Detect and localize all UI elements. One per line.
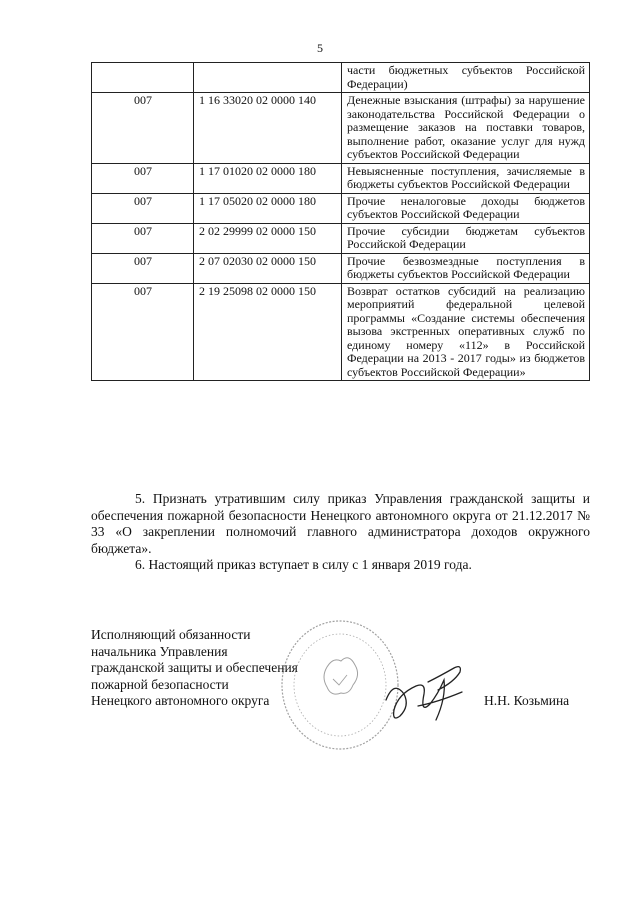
- budget-code-cell: 2 07 02030 02 0000 150: [194, 253, 342, 283]
- admin-code-cell: 007: [92, 163, 194, 193]
- table-row: [92, 223, 590, 253]
- signer-name: Н.Н. Козьмина: [484, 693, 570, 708]
- signer-line: гражданской защиты и обеспечения: [91, 660, 298, 675]
- admin-code-cell: 007: [92, 93, 194, 164]
- admin-code-cell: 007: [92, 223, 194, 253]
- signer-line: Исполняющий обязанности: [91, 627, 251, 642]
- budget-code-cell: 2 19 25098 02 0000 150: [194, 283, 342, 381]
- table-row: [92, 253, 590, 283]
- signer-line: начальника Управления: [91, 643, 228, 659]
- revenue-name-cell: части бюджетных субъектов Российской Федерации): [342, 63, 590, 93]
- revenue-name-cell: Невыясненные поступления, зачисляемые в бюджеты субъектов Российской Федерации: [342, 163, 590, 193]
- revenue-name-cell: Прочие субсидии бюджетам субъектов Российской Федерации: [342, 223, 590, 253]
- signer-title-block: [91, 627, 298, 710]
- page-number: 5: [317, 41, 323, 55]
- admin-code-cell: 007: [92, 253, 194, 283]
- revenue-name-cell: Прочие безвозмездные поступления в бюджеты субъектов Российской Федерации: [342, 253, 590, 283]
- table-row: [92, 283, 590, 381]
- budget-code-cell: [194, 63, 342, 93]
- paragraph-6: 6. Настоящий приказ вступает в силу с 1 января 2019 года.: [135, 557, 472, 572]
- table-row: [92, 193, 590, 223]
- budget-code-cell: 1 16 33020 02 0000 140: [194, 93, 342, 164]
- handwritten-signature: [378, 652, 478, 732]
- budget-code-cell: 1 17 05020 02 0000 180: [194, 193, 342, 223]
- table-row: [92, 63, 590, 93]
- signer-line: Ненецкого автономного округа: [91, 693, 270, 708]
- admin-code-cell: 007: [92, 283, 194, 381]
- paragraph-5: 5. Признать утратившим силу приказ Управления гражданской защиты и обеспечения пожарной безопасности Ненецкого автономного округа от 21.12.2017 № 33 «О закреплении полномочий главного администратора доходов окружного бюджета».: [91, 491, 590, 556]
- table-row: [92, 93, 590, 164]
- budget-code-cell: 1 17 01020 02 0000 180: [194, 163, 342, 193]
- table-row: [92, 163, 590, 193]
- admin-code-cell: [92, 63, 194, 93]
- budget-code-cell: 2 02 29999 02 0000 150: [194, 223, 342, 253]
- revenue-name-cell: Возврат остатков субсидий на реализацию мероприятий федеральной целевой программы «Создание системы обеспечения вызова экстренных оперативных служб по единому номеру «112» в Российской Федерации на 2013 - 2017 годы» из бюджетов субъектов Российской Федерации»: [342, 283, 590, 381]
- revenue-name-cell: Денежные взыскания (штрафы) за нарушение законодательства Российской Федерации о размещение заказов на поставки товаров, выполнение работ, оказание услуг для нужд субъектов Российской Федерации: [342, 93, 590, 164]
- revenue-name-cell: Прочие неналоговые доходы бюджетов субъектов Российской Федерации: [342, 193, 590, 223]
- signer-line: пожарной безопасности: [91, 676, 229, 692]
- admin-code-cell: 007: [92, 193, 194, 223]
- revenue-codes-table: [91, 62, 590, 381]
